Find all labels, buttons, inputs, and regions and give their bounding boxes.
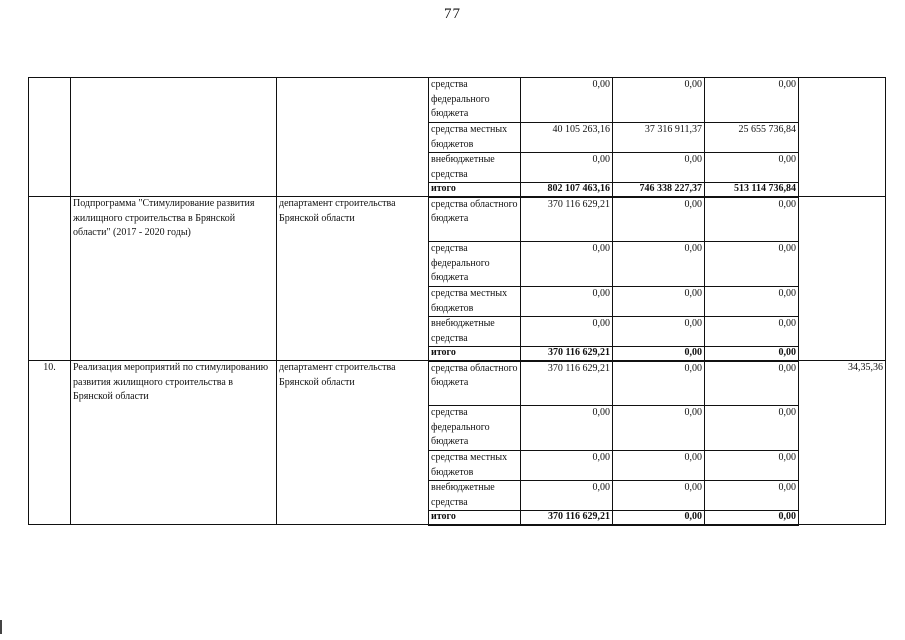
amount-cell: 0,00 [613, 317, 705, 347]
amount-cell: 0,00 [521, 153, 613, 183]
measure-name: Реализация мероприятий по стимулированию развития жилищного строительства в Брянской области [71, 361, 277, 525]
total-amount: 370 116 629,21 [521, 511, 613, 525]
total-amount: 0,00 [705, 511, 799, 525]
funding-source: средства федерального бюджета [429, 78, 521, 123]
total-amount: 746 338 227,37 [613, 183, 705, 197]
funding-source: внебюджетные средства [429, 317, 521, 347]
executor-cell: департамент строительства Брянской области [277, 197, 429, 361]
number-cell: 10. [29, 361, 71, 525]
page-number: 77 [444, 6, 461, 22]
total-amount: 370 116 629,21 [521, 347, 613, 361]
subprogram-name: Подпрограмма "Стимулирование развития жилищного строительства в Брянской области" (2017 - 2020 годы) [71, 197, 277, 361]
amount-cell: 0,00 [521, 406, 613, 451]
funding-source: внебюджетные средства [429, 481, 521, 511]
total-amount: 0,00 [705, 347, 799, 361]
funding-source: средства федерального бюджета [429, 406, 521, 451]
table-row [29, 78, 886, 123]
amount-cell: 0,00 [705, 153, 799, 183]
indicators-cell [799, 78, 886, 197]
number-cell [29, 78, 71, 197]
funding-source: средства федерального бюджета [429, 242, 521, 287]
amount-cell: 0,00 [521, 287, 613, 317]
total-label: итого [429, 183, 521, 197]
funding-source: внебюджетные средства [429, 153, 521, 183]
amount-cell: 0,00 [613, 406, 705, 451]
amount-cell: 0,00 [521, 242, 613, 287]
total-amount: 0,00 [613, 511, 705, 525]
amount-cell: 0,00 [705, 287, 799, 317]
amount-cell: 0,00 [613, 78, 705, 123]
executor-cell: департамент строительства Брянской области [277, 361, 429, 525]
funding-source: средства областного бюджета [429, 361, 521, 406]
total-label: итого [429, 347, 521, 361]
amount-cell: 0,00 [521, 481, 613, 511]
amount-cell: 370 116 629,21 [521, 197, 613, 242]
amount-cell: 0,00 [705, 481, 799, 511]
amount-cell: 0,00 [613, 451, 705, 481]
amount-cell: 37 316 911,37 [613, 123, 705, 153]
funding-source: средства местных бюджетов [429, 287, 521, 317]
amount-cell: 0,00 [705, 197, 799, 242]
amount-cell: 40 105 263,16 [521, 123, 613, 153]
funding-source: средства местных бюджетов [429, 123, 521, 153]
amount-cell: 370 116 629,21 [521, 361, 613, 406]
amount-cell: 0,00 [705, 406, 799, 451]
amount-cell: 0,00 [705, 242, 799, 287]
amount-cell: 25 655 736,84 [705, 123, 799, 153]
executor-cell [277, 78, 429, 197]
amount-cell: 0,00 [705, 361, 799, 406]
budget-table [28, 77, 886, 526]
table-row [29, 197, 886, 242]
amount-cell: 0,00 [613, 481, 705, 511]
amount-cell: 0,00 [613, 197, 705, 242]
total-amount: 513 114 736,84 [705, 183, 799, 197]
total-label: итого [429, 511, 521, 525]
name-cell [71, 78, 277, 197]
amount-cell: 0,00 [521, 78, 613, 123]
funding-source: средства областного бюджета [429, 197, 521, 242]
amount-cell: 0,00 [613, 153, 705, 183]
amount-cell: 0,00 [705, 78, 799, 123]
total-amount: 0,00 [613, 347, 705, 361]
amount-cell: 0,00 [521, 451, 613, 481]
table-row [29, 361, 886, 406]
total-amount: 802 107 463,16 [521, 183, 613, 197]
funding-source: средства местных бюджетов [429, 451, 521, 481]
indicators-cell: 34,35,36 [799, 361, 886, 525]
amount-cell: 0,00 [613, 242, 705, 287]
indicators-cell [799, 197, 886, 361]
amount-cell: 0,00 [705, 317, 799, 347]
scan-artifact [0, 620, 2, 634]
amount-cell: 0,00 [613, 361, 705, 406]
amount-cell: 0,00 [521, 317, 613, 347]
number-cell [29, 197, 71, 361]
amount-cell: 0,00 [613, 287, 705, 317]
amount-cell: 0,00 [705, 451, 799, 481]
